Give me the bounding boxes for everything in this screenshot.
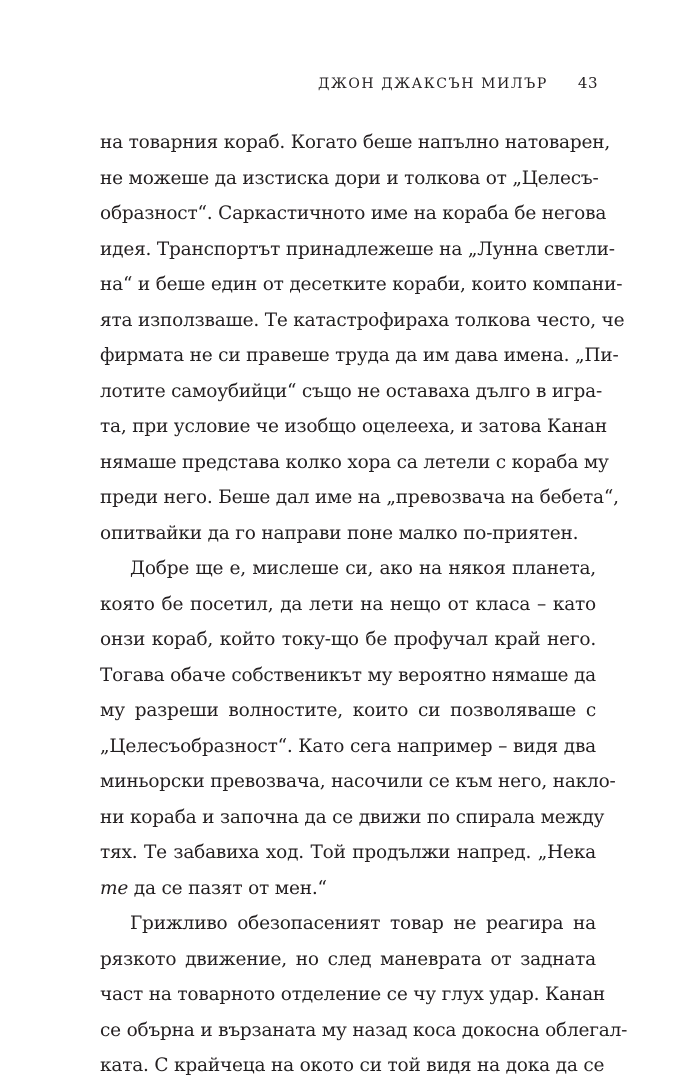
text-line: Тогава обаче собственикът му вероятно нямаше да — [100, 664, 596, 686]
paragraph-3 — [100, 906, 628, 1084]
text-line: се обърна и вързаната му назад коса докосна облегал- — [100, 1019, 628, 1041]
text-line: ката. С крайчеца на окото си той видя на дока да се — [100, 1055, 605, 1076]
text-line: на“ и беше един от десетките кораби, които компани- — [100, 274, 623, 295]
text-line: образност“. Саркастичното име на кораба бе негова — [100, 203, 607, 224]
paragraph-1 — [100, 125, 625, 551]
text-line: онзи кораб, който току-що бе профучал край него. — [100, 629, 596, 650]
body-text — [100, 125, 628, 1084]
text-line: миньорски превозвача, насочили се към него, накло- — [100, 771, 616, 792]
text-line: му разреши волностите, които си позволяваше с — [100, 700, 596, 721]
author-name: ДЖОН ДЖАКСЪН МИЛЪР — [318, 76, 548, 92]
italic-word: те — [100, 877, 129, 899]
text-line: не можеше да изстиска дори и толкова от „Целесъ- — [100, 167, 599, 189]
text-line: лотите самоубийци“ също не оставаха дълго в игра- — [100, 380, 603, 402]
text-line: която бе посетил, да лети на нещо от класа – като — [100, 593, 596, 615]
text-line: ята използваше. Те катастрофираха толкова често, че — [100, 309, 625, 331]
text-line: преди него. Беше дал име на „превозвача на бебета“, — [100, 487, 619, 508]
text-line — [100, 871, 596, 907]
text-line: Добре ще е, мислеше си, ако на някоя планета, — [130, 558, 596, 579]
text-line: та, при условие че изобщо оцелееха, и затова Канан — [100, 416, 608, 437]
page-number: 43 — [577, 74, 598, 92]
line-rest: да се пазят от мен.“ — [128, 877, 327, 899]
text-line: опитвайки да го направи поне малко по-приятен. — [100, 522, 579, 544]
text-line: част на товарното отделение се чу глух удар. Канан — [100, 984, 606, 1005]
text-line: на товарния кораб. Когато беше напълно натоварен, — [100, 132, 611, 153]
text-line: тях. Те забавиха ход. Той продължи напред. „Нека — [100, 842, 596, 863]
text-line: ни кораба и започна да се движи по спирала между — [100, 806, 605, 828]
text-line: нямаше представа колко хора са летели с кораба му — [100, 451, 609, 473]
running-head — [318, 74, 598, 92]
text-line: „Целесъобразност“. Като сега например – видя два — [100, 735, 596, 757]
text-line: Грижливо обезопасеният товар не реагира на — [130, 913, 596, 934]
paragraph-2 — [100, 551, 616, 906]
text-line: рязкото движение, но след маневрата от задната — [100, 948, 596, 970]
text-line: фирмата не си правеше труда да им дава имена. „Пи- — [100, 345, 619, 366]
text-line: идея. Транспортът принадлежеше на „Лунна светли- — [100, 238, 615, 260]
